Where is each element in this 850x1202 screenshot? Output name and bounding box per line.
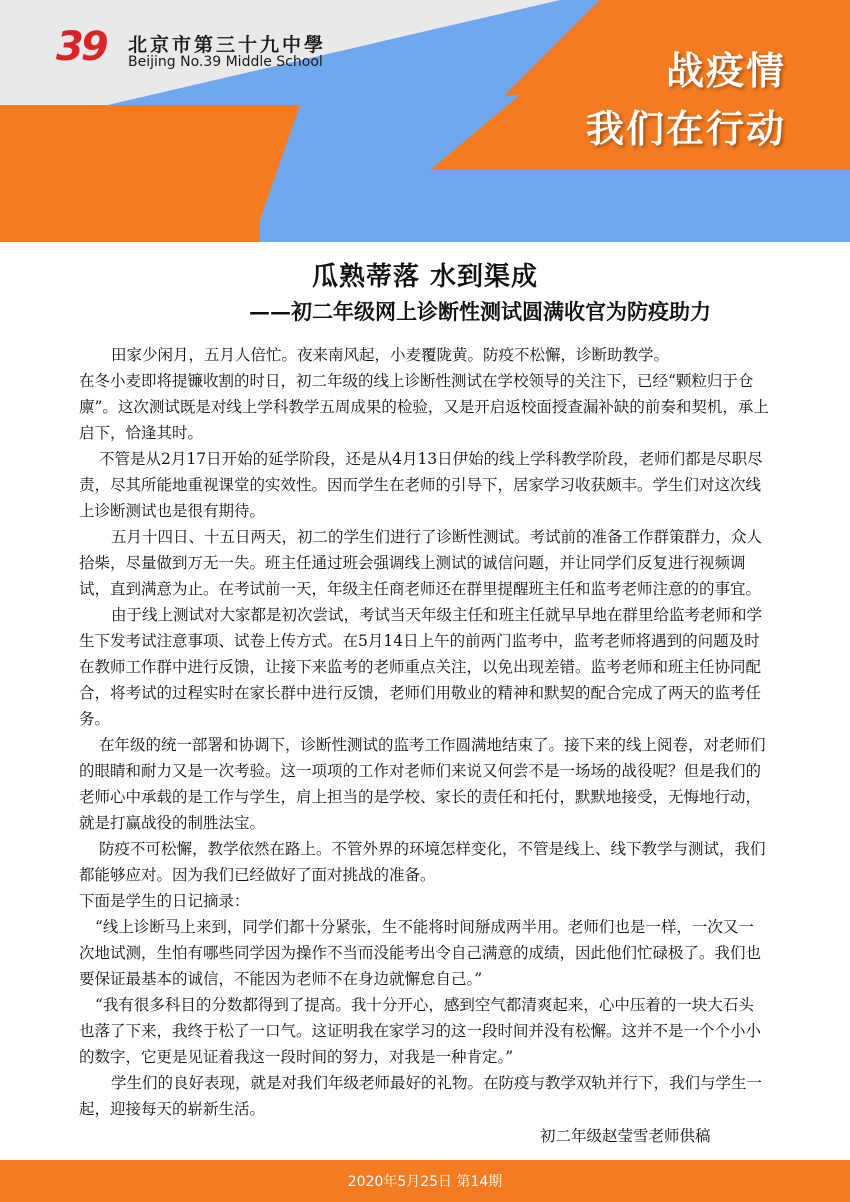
paragraph: 不管是从2月17日开始的延学阶段，还是从4月13日伊始的线上学科教学阶段，老师们都是尽职尽责，尽其所能地重视课堂的实效性。因而学生在老师的引导下，居家学习收获颇丰。学生们对这次线上诊断测试也是很有期待。 <box>79 450 763 520</box>
paragraph: 在冬小麦即将提镰收割的时日，初二年级的线上诊断性测试在学校领导的关注下，已经“颗粒归于仓廪”。这次测试既是对线上学科教学五周成果的检验，又是开启返校面授查漏补缺的前奏和契机，承上启下，恰逢其时。 <box>79 372 769 442</box>
header-banner <box>0 0 850 242</box>
diary-quote: “线上诊断马上来到，同学们都十分紧张，生不能将时间掰成两半用。老师们也是一样，一次又一次地试测，生怕有哪些同学因为操作不当而没能考出令自己满意的成绩，因此他们忙碌极了。我们也要保证最基本的诚信，不能因为老师不在身边就懈怠自己。” <box>79 918 762 988</box>
footer-bar <box>0 1160 850 1202</box>
article-subtitle: ——初二年级网上诊断性测试圆满收官为防疫助力 <box>249 299 711 324</box>
diary-quote: “我有很多科目的分数都得到了提高。我十分开心，感到空气都清爽起来，心中压着的一块大石头也落了下来，我终于松了一口气。这证明我在家学习的这一段时间并没有松懈。这并不是一个个小小的数字，它更是见证着我这一段时间的努力，对我是一种肯定。” <box>79 996 762 1066</box>
school-name-chinese: 北京市第三十九中學 <box>128 34 327 56</box>
paragraph: 五月十四日、十五日两天，初二的学生们进行了诊断性测试。考试前的准备工作群策群力，众人拾柴，尽量做到万无一失。班主任通过班会强调线上测试的诚信问题，并让同学们反复进行视频调试，直到满意为止。在考试前一天，年级主任商老师还在群里提醒班主任和监考老师注意的的事宜。 <box>79 528 763 598</box>
author-signature: 初二年级赵莹雪老师供稿 <box>540 1127 711 1145</box>
paragraph: 学生们的良好表现，就是对我们年级老师最好的礼物。在防疫与教学双轨并行下，我们与学生一起，迎接每天的崭新生活。 <box>79 1074 763 1118</box>
school-logo: 39 <box>56 24 106 70</box>
article-title: 瓜熟蒂落 水到渠成 <box>311 262 539 292</box>
paragraph: 在年级的统一部署和协调下，诊断性测试的监考工作圆满地结束了。接下来的线上阅卷，对老师们的眼睛和耐力又是一次考验。这一项项的工作对老师们来说又何尝不是一场场的战役呢？但是我们的老师心中承载的是工作与学生，肩上担当的是学校、家长的责任和托付，默默地接受，无悔地行动，就是打赢战役的制胜法宝。 <box>79 736 766 832</box>
issue-date: 2020年5月25日 第14期 <box>347 1174 503 1190</box>
school-name-english: Beijing No.39 Middle School <box>128 54 323 70</box>
paragraph: 防疫不可松懈，教学依然在路上。不管外界的环境怎样变化，不管是线上、线下教学与测试，我们都能够应对。因为我们已经做好了面对挑战的准备。 <box>79 840 766 884</box>
paragraph: 由于线上测试对大家都是初次尝试，考试当天年级主任和班主任就早早地在群里给监考老师和学生下发考试注意事项、试卷上传方式。在5月14日上午的前两门监考中，监考老师将遇到的问题及时在教师工作群中进行反馈，让接下来监考的老师重点关注，以免出现差错。监考老师和班主任协同配合，将考试的过程实时在家长群中进行反馈，老师们用敬业的精神和默契的配合完成了两天的监考任务。 <box>79 606 763 728</box>
slogan-line-2: 我们在行动 <box>585 107 786 151</box>
slogan-line-1: 战疫情 <box>665 49 786 93</box>
paragraph: 田家少闲月，五月人倍忙。夜来南风起，小麦覆陇黄。防疫不松懈，诊断助教学。 <box>111 346 670 364</box>
article-body <box>79 342 769 1122</box>
paragraph: 下面是学生的日记摘录： <box>79 892 250 910</box>
